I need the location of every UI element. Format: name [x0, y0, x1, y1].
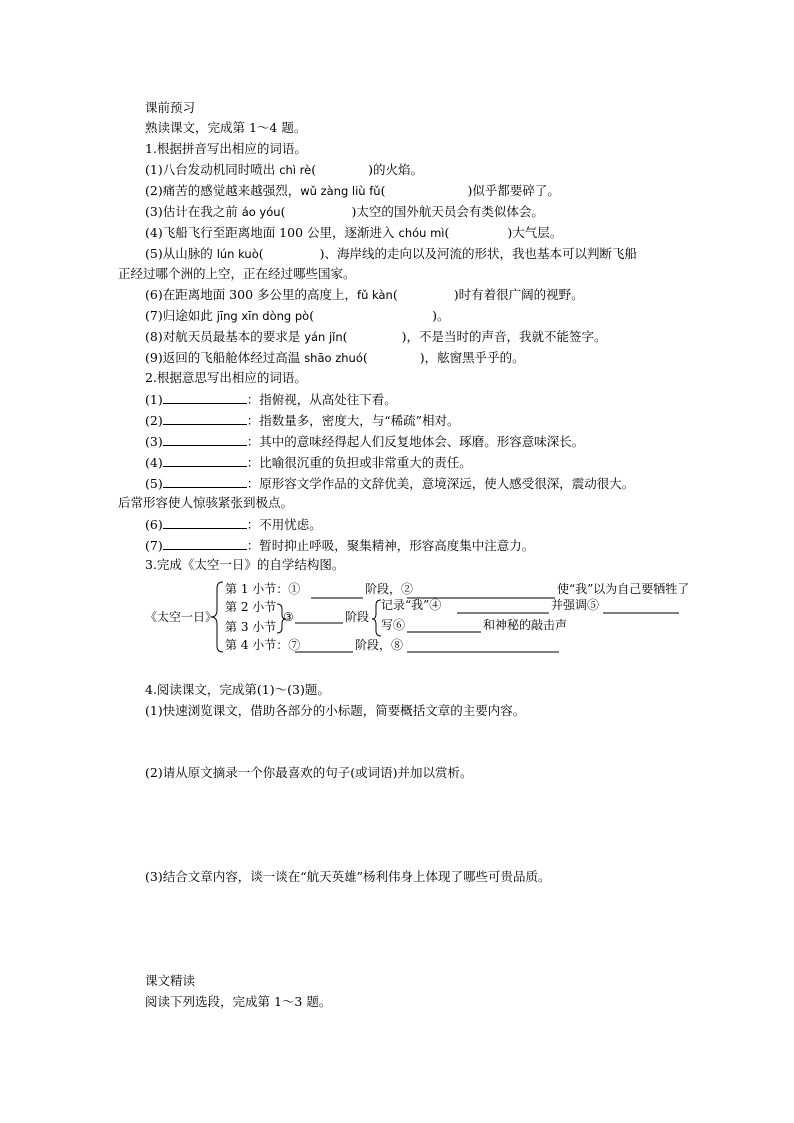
- q1-title: 1.根据拼音写出相应的词语。: [145, 141, 307, 156]
- q1-item: (8)对航天员最基本的要求是 yán jǐn( )，不是当时的声音，我就不能签字。: [145, 329, 607, 344]
- diagram-s4-mid: 阶段，⑧: [355, 638, 404, 652]
- diagram-s3: 第 3 小节: [225, 620, 277, 634]
- q2-item: (3) ：其中的意味经得起人们反复地体会、琢磨。形容意味深长。: [145, 434, 585, 449]
- q1-item: (9)返回的飞船舱体经过高温 shāo zhuó( )，舷窗黑乎乎的。: [145, 350, 525, 365]
- q2-item-continuation: 后常形容使人惊骇紧张到极点。: [118, 495, 294, 510]
- diagram-s23-mid: 阶段: [345, 610, 370, 624]
- q4-sub2: (2)请从原文摘录一个你最喜欢的句子(或词语)并加以赏析。: [145, 765, 473, 780]
- diagram-s23-mark: ③: [283, 610, 294, 624]
- q1-item: (6)在距离地面 300 多公里的高度上，fǔ kàn( )时有着很广阔的视野。: [145, 287, 584, 302]
- q2-item: (2) ：指数量多，密度大，与“稀疏”相对。: [145, 413, 460, 428]
- reading-instruction: 阅读下列选段，完成第 1～3 题。: [145, 994, 332, 1009]
- structure-diagram: [145, 574, 725, 660]
- q1-item-continuation: 正经过哪个洲的上空，正在经过哪些国家。: [118, 266, 356, 281]
- diagram-write: 写⑥: [381, 618, 406, 632]
- q4-sub3: (3)结合文章内容，谈一谈在“航天英雄”杨利伟身上体现了哪些可贵品质。: [145, 869, 551, 884]
- q1-item: (2)痛苦的感觉越来越强烈，wǔ zàng liù fǔ( )似乎都要碎了。: [145, 183, 560, 198]
- diagram-root: 《太空一日》: [145, 610, 218, 624]
- open-brace-record: [372, 600, 381, 636]
- diagram-s1: 第 1 小节：①: [225, 582, 301, 596]
- q4-title: 4.阅读课文，完成第(1)～(3)题。: [145, 682, 330, 697]
- q1-item: (7)归途如此 jīng xīn dòng pò( )。: [145, 308, 450, 323]
- diagram-write-end: 和神秘的敲击声: [483, 618, 568, 632]
- section-heading-reading: 课文精读: [145, 973, 196, 988]
- q1-item: (4)飞船飞行至距离地面 100 公里，逐渐进入 chóu mì( )大气层。: [145, 225, 563, 240]
- section-heading-preview: 课前预习: [145, 100, 196, 115]
- q2-item: (5) ：原形容文学作品的文辞优美，意境深远，使人感受很深，震动很大。: [145, 476, 635, 491]
- q1-item: (5)从山脉的 lún kuò( )、海岸线的走向以及河流的形状，我也基本可以判断飞船: [145, 246, 638, 261]
- q2-item: (7) ：暂时抑止呼吸，聚集精神，形容高度集中注意力。: [145, 538, 535, 553]
- q3-title: 3.完成《太空一日》的自学结构图。: [145, 557, 345, 572]
- diagram-s2: 第 2 小节: [225, 600, 277, 614]
- q2-title: 2.根据意思写出相应的词语。: [145, 370, 307, 385]
- q2-item: (6) ：不用忧虑。: [145, 517, 322, 532]
- q2-item: (4) ：比喻很沉重的负担或非常重大的责任。: [145, 455, 472, 470]
- q1-item: (3)估计在我之前 áo yóu( )太空的国外航天员会有类似体会。: [145, 204, 544, 219]
- q4-sub1: (1)快速浏览课文，借助各部分的小标题，简要概括文章的主要内容。: [145, 703, 526, 718]
- diagram-record: 记录“我”④: [381, 598, 442, 612]
- preview-instruction: 熟读课文，完成第 1～4 题。: [145, 120, 307, 135]
- q2-item: (1) ：指俯视，从高处往下看。: [145, 392, 397, 407]
- diagram-record-mid: 并强调⑤: [551, 598, 600, 612]
- diagram-s1-mid: 阶段，②: [365, 582, 414, 596]
- diagram-s4: 第 4 小节：⑦: [225, 638, 301, 652]
- diagram-s1-end: 使“我”以为自己要牺牲了: [557, 582, 690, 596]
- q1-item: (1)八台发动机同时喷出 chì rè( )的火焰。: [145, 162, 423, 177]
